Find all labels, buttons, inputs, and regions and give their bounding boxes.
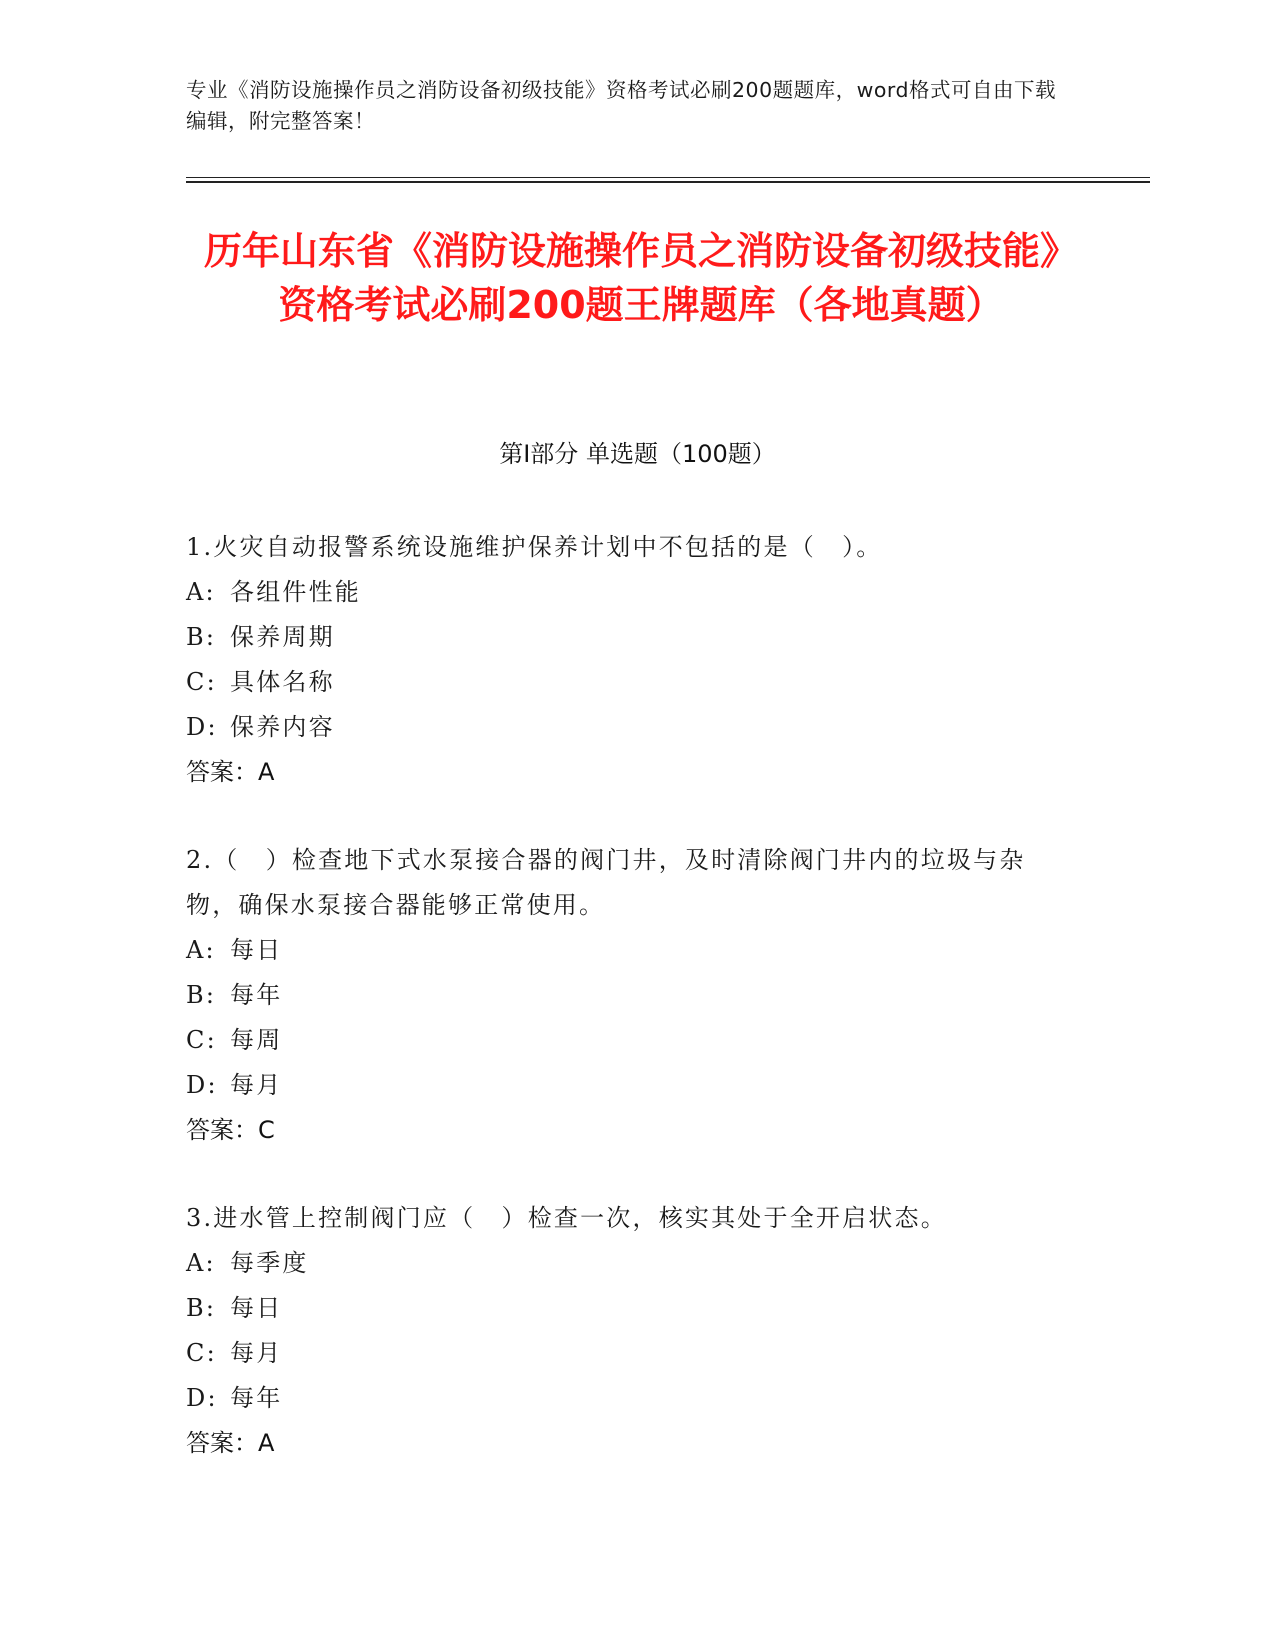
option-letter: B: — [186, 623, 217, 651]
question-list — [186, 525, 1066, 1509]
option-letter: A: — [186, 1249, 216, 1277]
option-c — [186, 660, 1066, 705]
question-2 — [186, 838, 1066, 1153]
option-d — [186, 1376, 1066, 1421]
header-divider-thick — [186, 181, 1150, 183]
answer-line: 答案：A — [186, 1429, 275, 1457]
option-text: 每季度 — [230, 1249, 309, 1277]
option-d — [186, 1063, 1066, 1108]
option-text: 各组件性能 — [230, 578, 361, 606]
option-c — [186, 1018, 1066, 1063]
option-letter: A: — [186, 936, 216, 964]
option-letter: B: — [186, 981, 217, 1009]
option-c — [186, 1331, 1066, 1376]
option-letter: D: — [186, 713, 218, 741]
option-text: 具体名称 — [230, 668, 335, 696]
option-text: 每月 — [230, 1071, 283, 1099]
question-stem: 3.进水管上控制阀门应（ ）检查一次，核实其处于全开启状态。 — [186, 1204, 947, 1232]
answer-line: 答案：A — [186, 758, 275, 786]
option-text: 每年 — [230, 981, 283, 1009]
question-1 — [186, 525, 1066, 795]
option-text: 每月 — [230, 1339, 283, 1367]
option-letter: C: — [186, 668, 217, 696]
option-b — [186, 973, 1066, 1018]
option-text: 保养内容 — [230, 713, 335, 741]
option-a — [186, 570, 1066, 615]
document-title: 历年山东省《消防设施操作员之消防设备初级技能》资格考试必刷200题王牌题库（各地真题） — [203, 229, 1078, 327]
option-text: 每日 — [230, 1294, 283, 1322]
header-divider-thin — [186, 177, 1150, 178]
header-note: 专业《消防设施操作员之消防设备初级技能》资格考试必刷200题题库，word格式可自由下载编辑，附完整答案！ — [186, 78, 1057, 133]
option-text: 每日 — [230, 936, 283, 964]
question-stem: 2.（ ）检查地下式水泵接合器的阀门井，及时清除阀门井内的垃圾与杂物，确保水泵接合器能够正常使用。 — [186, 846, 1026, 919]
question-stem: 1.火灾自动报警系统设施维护保养计划中不包括的是（ ）。 — [186, 533, 883, 561]
option-letter: B: — [186, 1294, 217, 1322]
option-letter: D: — [186, 1384, 218, 1412]
option-b — [186, 1286, 1066, 1331]
option-a — [186, 928, 1066, 973]
option-letter: C: — [186, 1339, 217, 1367]
option-letter: C: — [186, 1026, 217, 1054]
answer-line: 答案：C — [186, 1116, 275, 1144]
option-a — [186, 1241, 1066, 1286]
section-title: 第I部分 单选题（100题） — [499, 440, 776, 468]
option-letter: D: — [186, 1071, 218, 1099]
option-text: 每周 — [230, 1026, 283, 1054]
option-text: 保养周期 — [230, 623, 335, 651]
option-letter: A: — [186, 578, 216, 606]
option-d — [186, 705, 1066, 750]
question-3 — [186, 1196, 1066, 1466]
option-text: 每年 — [230, 1384, 283, 1412]
option-b — [186, 615, 1066, 660]
